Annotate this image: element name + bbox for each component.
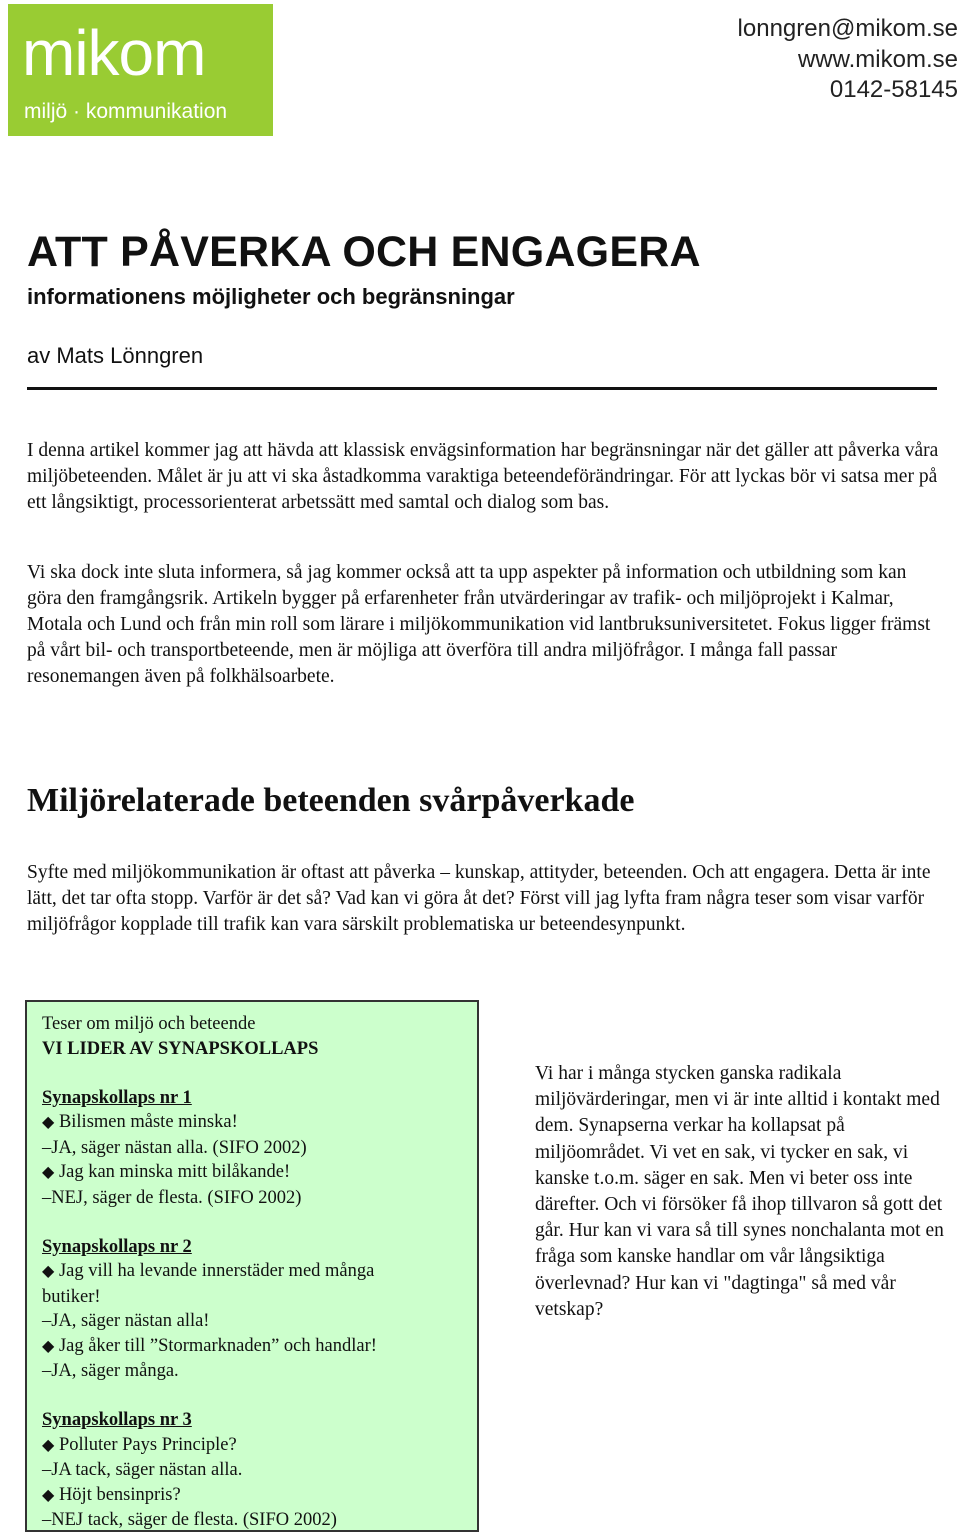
diamond-bullet-icon: ◆ xyxy=(42,1164,55,1181)
collapse-3-heading: Synapskollaps nr 3 xyxy=(42,1410,192,1430)
body-paragraph-3: Syfte med miljökommunikation är oftast att påverka – kunskap, attityder, beteenden. Och att engagera. Detta är inte lätt, det tar ofta stopp. Varför är det så? Vad kan vi göra åt det? Först vill jag lyfta fram några teser som visar varför miljöfrågor kopplade till trafik kan vara särskilt problematiska ur beteendesynpunkt. xyxy=(27,862,931,935)
sidebar-paragraph: Vi har i många stycken ganska radikala miljövärderingar, men vi är inte alltid i kontakt med dem. Synapserna verkar ha kollapsat på miljöområdet. Vi vet en sak, vi tycker en sak, vi kanske t.o.m. säger en sak. Men vi beter oss inte därefter. Och vi försöker få ihop tillvaron så gott det går. Hur kan vi vara så till synes nonchalanta mot en fråga som kanske handlar om vår långsiktiga överlevnad? Hur kan vi "dagtinga" så med vår vetskap? xyxy=(535,1063,944,1320)
diamond-bullet-icon: ◆ xyxy=(42,1263,55,1280)
contact-block xyxy=(738,14,958,106)
collapse-1-response-2: –NEJ, säger de flesta. (SIFO 2002) xyxy=(42,1187,302,1208)
mikom-logo xyxy=(8,4,273,136)
collapse-2-claim-1: ◆ Jag vill ha levande innerstäder med många xyxy=(42,1261,375,1281)
article-subtitle: informationens möjligheter och begränsningar xyxy=(27,284,515,309)
body-paragraph-2: Vi ska dock inte sluta informera, så jag kommer också att ta upp aspekter på information och utbildning som kan göra den framgångsrik. Artikeln bygger på erfarenheter från utvärderingar av trafik- och miljöprojekt i Kalmar, Motala och Lund och från min roll som lärare i miljökommunikation vid lantbruksuniversitetet. Fokus ligger främst på vårt bil- och transportbeteende, men är möjliga att överföra till andra miljöfrågor. I många fall passar resonemangen även på folkhälsoarbete. xyxy=(27,562,931,687)
collapse-3-response-2: –NEJ tack, säger de flesta. (SIFO 2002) xyxy=(42,1510,337,1530)
collapse-3-claim-2: ◆ Höjt bensinpris? xyxy=(42,1484,181,1505)
diamond-bullet-icon: ◆ xyxy=(42,1114,55,1131)
title-divider xyxy=(27,387,937,390)
intro-paragraph: I denna artikel kommer jag att hävda att klassisk envägsinformation har begränsningar när det gäller att påverka våra miljöbeteenden. Målet är ju att vi ska åstadkomma varaktiga beteendeförändringar. För att lyckas bör vi satsa mer på ett långsiktigt, processorienterat arbetssätt med samtal och dialog som bas. xyxy=(27,440,939,513)
collapse-3-claim-1: ◆ Polluter Pays Principle? xyxy=(42,1434,237,1455)
theses-box xyxy=(25,1000,479,1532)
collapse-1-claim-2: ◆ Jag kan minska mitt bilåkande! xyxy=(42,1162,291,1182)
collapse-2-claim-1-cont: butiker! xyxy=(42,1286,101,1307)
diamond-bullet-icon: ◆ xyxy=(42,1436,55,1454)
diamond-bullet-icon: ◆ xyxy=(42,1337,55,1355)
collapse-2-claim-2: ◆ Jag åker till ”Stormarknaden” och handlar! xyxy=(42,1335,377,1356)
logo-name: mikom xyxy=(22,17,206,89)
box-subtitle: VI LIDER AV SYNAPSKOLLAPS xyxy=(42,1038,319,1059)
collapse-2-heading: Synapskollaps nr 2 xyxy=(42,1236,192,1257)
logo-tagline: miljö · kommunikation xyxy=(24,100,228,123)
collapse-2-response-1: –JA, säger nästan alla! xyxy=(42,1311,210,1331)
collapse-1-heading: Synapskollaps nr 1 xyxy=(42,1087,192,1108)
contact-phone: 0142-58145 xyxy=(829,76,958,103)
collapse-2-response-2: –JA, säger många. xyxy=(42,1361,179,1381)
collapse-3-response-1: –JA tack, säger nästan alla. xyxy=(42,1460,243,1480)
article-byline: av Mats Lönngren xyxy=(27,343,204,368)
contact-email: lonngren@mikom.se xyxy=(737,15,958,42)
article-title: ATT PÅVERKA OCH ENGAGERA xyxy=(27,228,701,276)
diamond-bullet-icon: ◆ xyxy=(42,1486,55,1504)
contact-web: www.mikom.se xyxy=(797,45,958,73)
collapse-1-claim-1: ◆ Bilismen måste minska! xyxy=(42,1112,238,1132)
box-title: Teser om miljö och beteende xyxy=(42,1014,256,1034)
collapse-1-response-1: –JA, säger nästan alla. (SIFO 2002) xyxy=(42,1137,307,1158)
section-heading: Miljörelaterade beteenden svårpåverkade xyxy=(27,782,635,819)
